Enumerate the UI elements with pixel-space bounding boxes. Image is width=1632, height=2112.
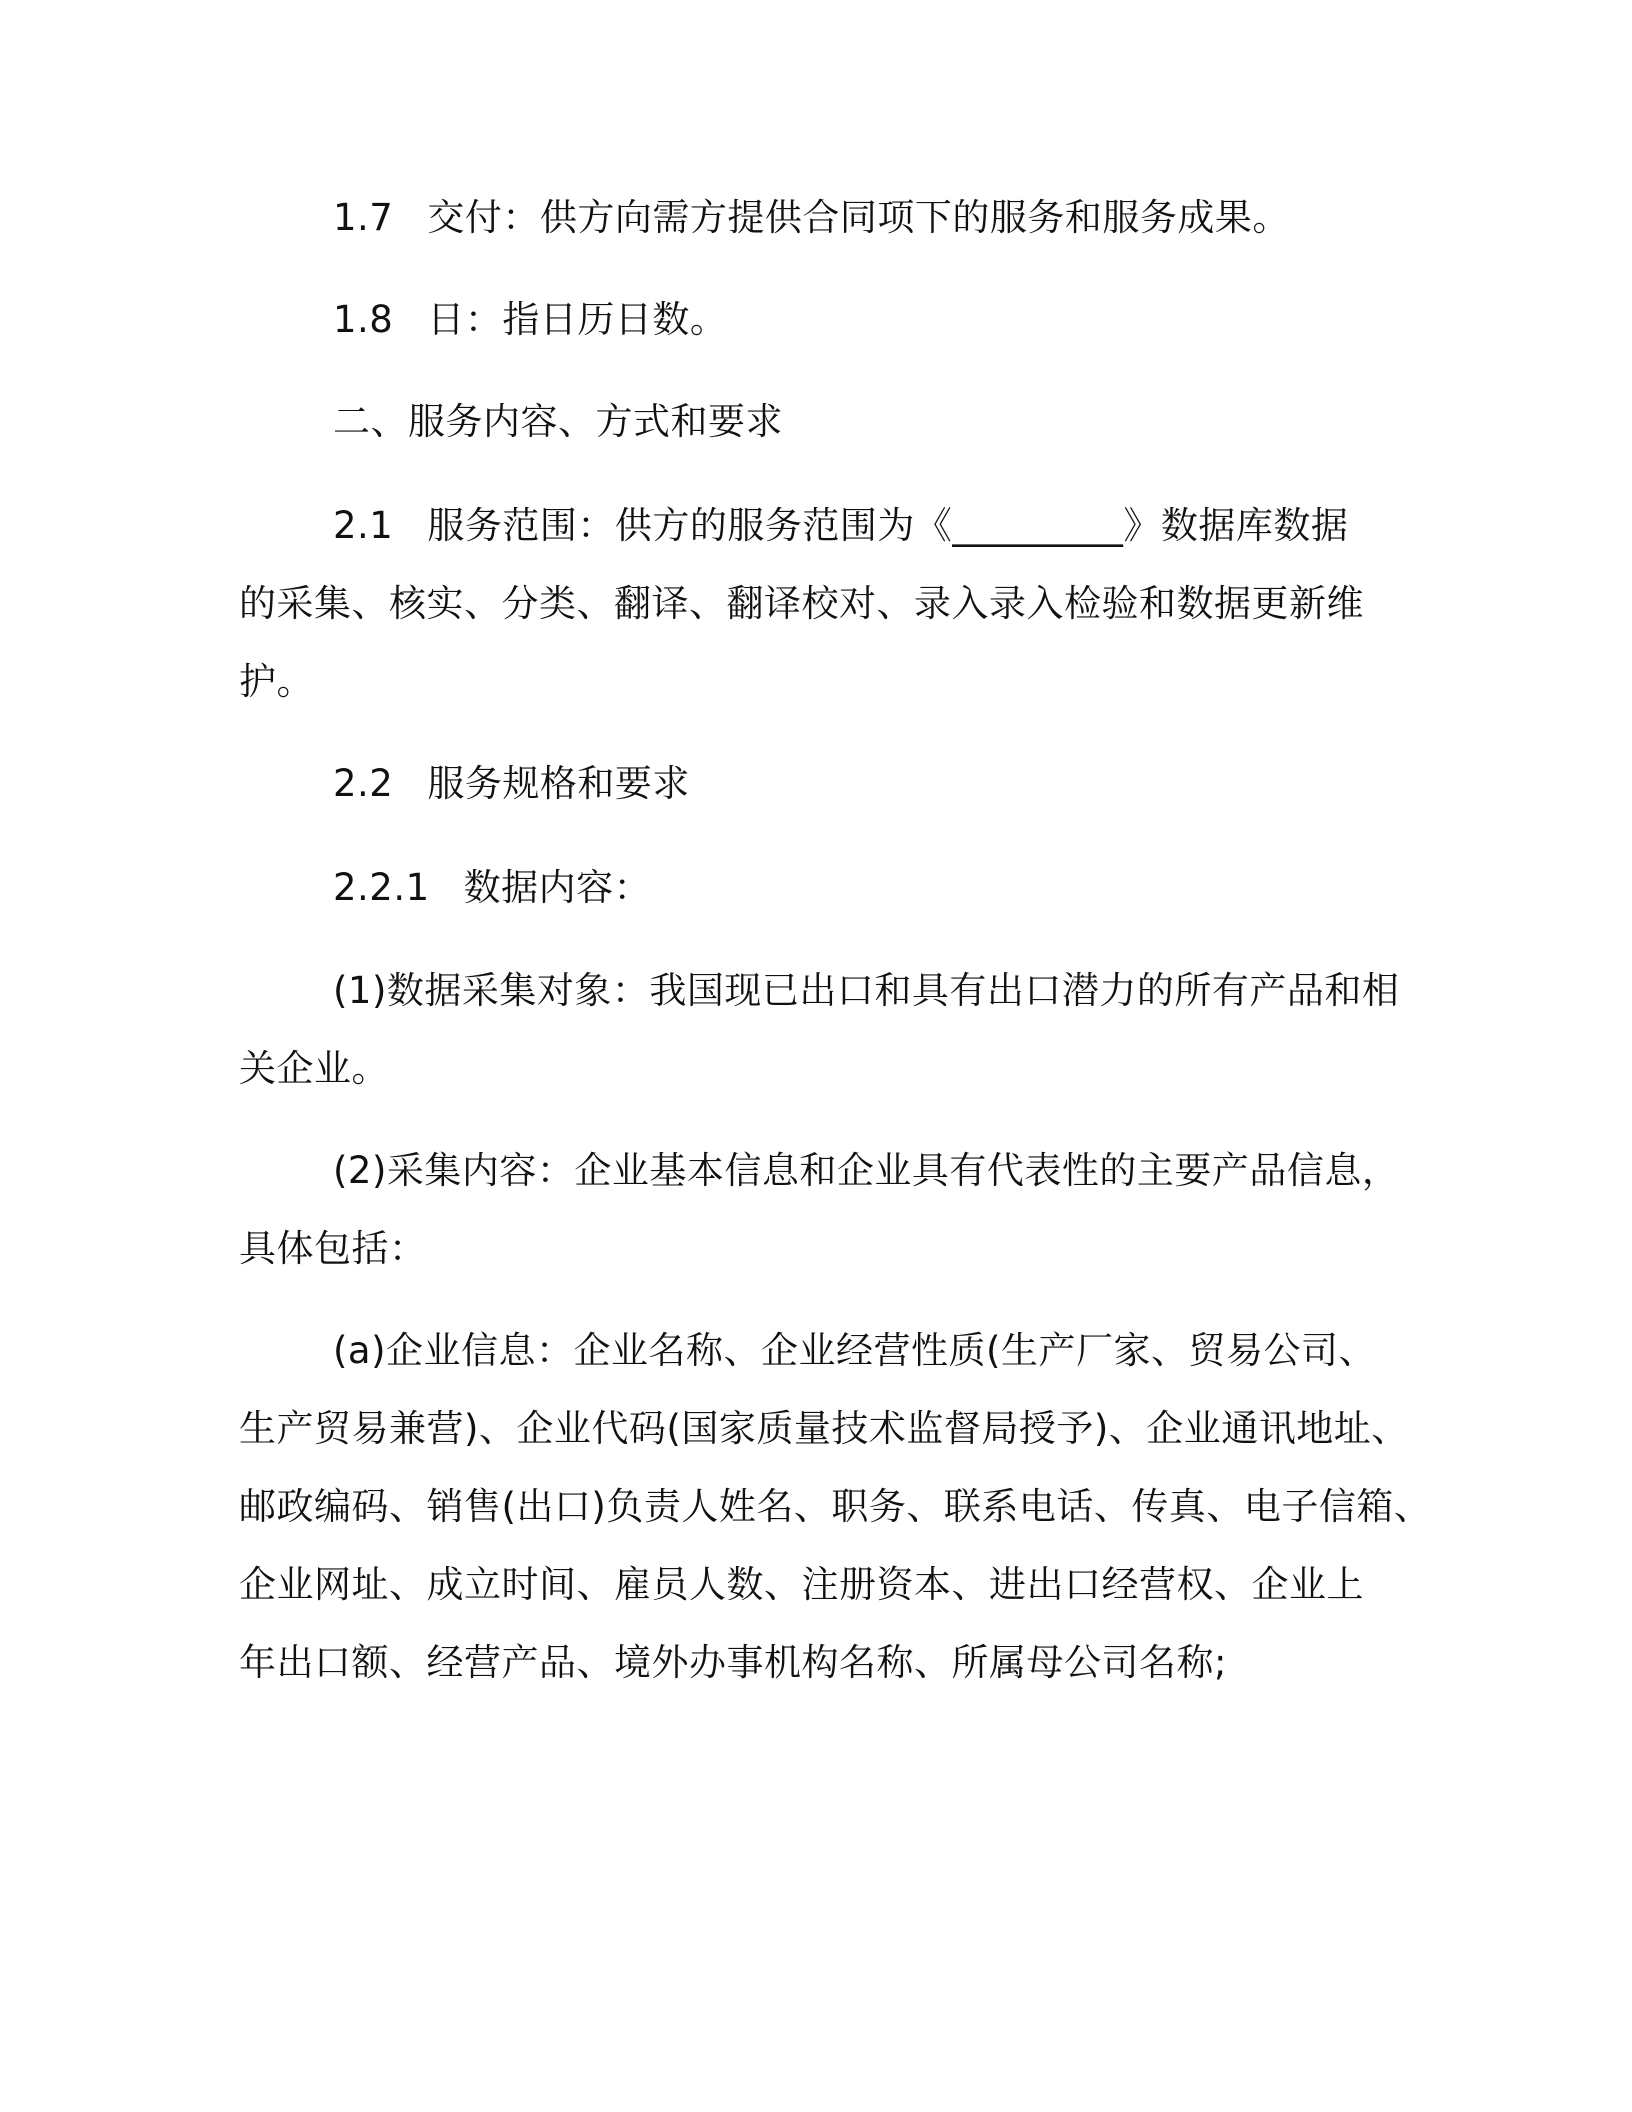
item-a-line-4: 企业网址、成立时间、雇员人数、注册资本、进出口经营权、企业上 <box>239 1563 1364 1606</box>
clause-number: 2.2.1 <box>333 866 430 909</box>
item-a-line-2: 生产贸易兼营)、企业代码(国家质量技术监督局授予)、企业通讯地址、 <box>239 1407 1409 1450</box>
item-2-line-1: (2)采集内容：企业基本信息和企业具有代表性的主要产品信息， <box>333 1149 1400 1192</box>
clause-2-1-line-1 <box>333 502 1348 550</box>
item-2-line-2: 具体包括： <box>239 1227 427 1270</box>
clause-text: 服务范围：供方的服务范围为《_________》数据库数据 <box>427 504 1349 547</box>
clause-text: 数据内容： <box>463 866 652 909</box>
clause-2-2 <box>333 760 690 808</box>
item-a-line-3: 邮政编码、销售(出口)负责人姓名、职务、联系电话、传真、电子信箱、 <box>239 1485 1432 1528</box>
clause-number: 2.2 <box>333 762 394 805</box>
clause-text: 交付：供方向需方提供合同项下的服务和服务成果。 <box>427 196 1290 239</box>
section-heading-2: 二、服务内容、方式和要求 <box>333 400 783 443</box>
item-a-line-5: 年出口额、经营产品、境外办事机构名称、所属母公司名称; <box>239 1641 1227 1684</box>
clause-2-1-line-3: 护。 <box>239 660 314 703</box>
clause-1-7 <box>333 194 1290 242</box>
item-1-line-1: (1)数据采集对象：我国现已出口和具有出口潜力的所有产品和相 <box>333 969 1400 1012</box>
clause-text: 服务规格和要求 <box>427 762 690 805</box>
clause-number: 1.8 <box>333 298 394 341</box>
clause-1-8 <box>333 296 727 344</box>
clause-number: 1.7 <box>333 196 394 239</box>
clause-2-1-line-2: 的采集、核实、分类、翻译、翻译校对、录入录入检验和数据更新维 <box>239 582 1364 625</box>
clause-number: 2.1 <box>333 504 394 547</box>
clause-2-2-1 <box>333 864 651 912</box>
item-a-line-1: (a)企业信息：企业名称、企业经营性质(生产厂家、贸易公司、 <box>333 1329 1376 1372</box>
clause-text: 日：指日历日数。 <box>427 298 728 341</box>
item-1-line-2: 关企业。 <box>239 1047 389 1090</box>
